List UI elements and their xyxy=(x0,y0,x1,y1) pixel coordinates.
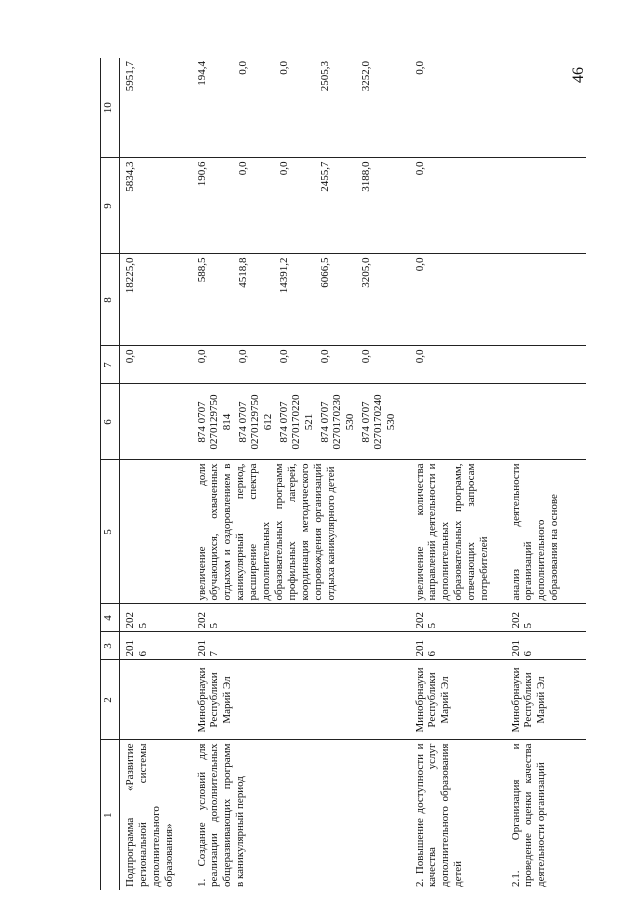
table-row xyxy=(410,58,506,890)
budget-code: 874 0707 0270129750 814 xyxy=(195,394,234,450)
header-cell: 7 xyxy=(101,346,120,384)
end-year-cell: 2025 xyxy=(192,604,410,632)
amount-value: 0,0 xyxy=(195,349,208,364)
header-cell: 9 xyxy=(101,158,120,254)
table-row xyxy=(192,58,410,890)
measure-name-cell: 2.1. Организация и проведение оценки качества деятельности организаций xyxy=(509,743,548,887)
measure-name-cell: 1. Создание условий для реализации дополнительных общеразвивающих программ в каникулярный период xyxy=(195,743,247,887)
amount-value: 0,0 xyxy=(236,161,249,176)
header-cell: 5 xyxy=(101,460,120,604)
amount-cell: 0,0 xyxy=(120,346,192,384)
header-cell: 4 xyxy=(101,604,120,632)
amount-value: 0,0 xyxy=(236,61,249,75)
budget-table xyxy=(100,58,586,890)
result-cell: увеличение количества направлений деятельности и дополнительных образовательных программ, отвечающих запросам потребителей xyxy=(410,460,506,604)
budget-code: 874 0707 0270170230 530 xyxy=(318,394,357,450)
header-cell: 8 xyxy=(101,254,120,346)
amount-value: 4518,8 xyxy=(236,257,249,288)
header-cell: 6 xyxy=(101,384,120,460)
amount-cell: 18225,0 xyxy=(120,254,192,346)
header-cell: 10 xyxy=(101,58,120,158)
amount-value: 3205,0 xyxy=(359,257,372,288)
result-cell: анализ деятельности организаций дополнительного образования на основе xyxy=(506,460,586,604)
amount-value: 0,0 xyxy=(359,349,372,364)
header-cell: 3 xyxy=(101,632,120,660)
start-year-cell: 2016 xyxy=(410,632,506,660)
amount-value: 6066,5 xyxy=(318,257,331,288)
amount-value: 14391,2 xyxy=(277,257,290,294)
measure-name-cell: 2. Повышение доступности и качества услуг дополнительного образования детей xyxy=(413,743,465,887)
amount-value: 0,0 xyxy=(318,349,331,364)
amount-value: 3188,0 xyxy=(359,161,372,192)
amount-value: 0,0 xyxy=(277,161,290,176)
amount-value: 190,6 xyxy=(195,161,208,187)
budget-code-cell xyxy=(506,384,586,460)
budget-code-cell xyxy=(410,384,506,460)
amount-value: 2455,7 xyxy=(318,161,331,192)
start-year-cell: 2016 xyxy=(506,632,586,660)
page-number: 46 xyxy=(570,67,587,83)
executor-cell xyxy=(120,660,192,740)
amount-value: 0,0 xyxy=(277,61,290,75)
amount-cell xyxy=(506,58,586,158)
amount-value: 3252,0 xyxy=(359,61,372,92)
amount-value: 194,4 xyxy=(195,61,208,86)
amount-cell: 0,0 xyxy=(410,158,506,254)
budget-code: 874 0707 0270170220 521 xyxy=(277,394,316,450)
executor-cell: Минобрнауки Республики Марий Эл xyxy=(410,660,506,740)
result-cell: увеличение доли обучающихся, охваченных отдыхом и оздоровлением в каникулярный период, расширение спектра дополнительных образовательных программ профильных лагерей, координация методического сопровождения организаций отдыха каникулярного детей xyxy=(192,460,410,604)
amount-cell xyxy=(506,346,586,384)
amount-cell xyxy=(506,158,586,254)
amount-cell: 5834,3 xyxy=(120,158,192,254)
amount-cell xyxy=(192,158,410,254)
executor-cell: Минобрнауки Республики Марий Эл xyxy=(506,660,586,740)
budget-code: 874 0707 0270170240 530 xyxy=(359,394,398,450)
start-year-cell: 2016 xyxy=(120,632,192,660)
start-year-cell: 2017 xyxy=(192,632,410,660)
header-cell: 1 xyxy=(101,740,120,890)
amount-value: 0,0 xyxy=(236,349,249,364)
rotated-table-container xyxy=(100,58,600,890)
amount-cell: 0,0 xyxy=(410,254,506,346)
amount-cell: 0,0 xyxy=(410,346,506,384)
subprogram-name-cell: Подпрограмма «Развитие региональной системы дополнительного образования» xyxy=(124,743,175,887)
end-year-cell: 2025 xyxy=(410,604,506,632)
amount-cell: 0,0 xyxy=(410,58,506,158)
executor-cell: Минобрнауки Республики Марий Эл xyxy=(192,660,410,740)
header-cell: 2 xyxy=(101,660,120,740)
table-row xyxy=(506,58,586,890)
amount-cell xyxy=(192,254,410,346)
amount-value: 588,5 xyxy=(195,257,208,283)
amount-cell xyxy=(506,254,586,346)
end-year-cell: 2025 xyxy=(506,604,586,632)
end-year-cell: 2025 xyxy=(120,604,192,632)
result-cell xyxy=(120,460,192,604)
amount-value: 0,0 xyxy=(277,349,290,364)
amount-cell: 5951,7 xyxy=(120,58,192,158)
amount-cell xyxy=(192,346,410,384)
budget-code-cell xyxy=(192,384,410,460)
amount-value: 2505,3 xyxy=(318,61,331,92)
budget-code-cell xyxy=(120,384,192,460)
table-header-row xyxy=(101,58,120,890)
budget-code: 874 0707 0270129750 612 xyxy=(236,394,275,450)
table-row xyxy=(120,58,192,890)
amount-cell xyxy=(192,58,410,158)
